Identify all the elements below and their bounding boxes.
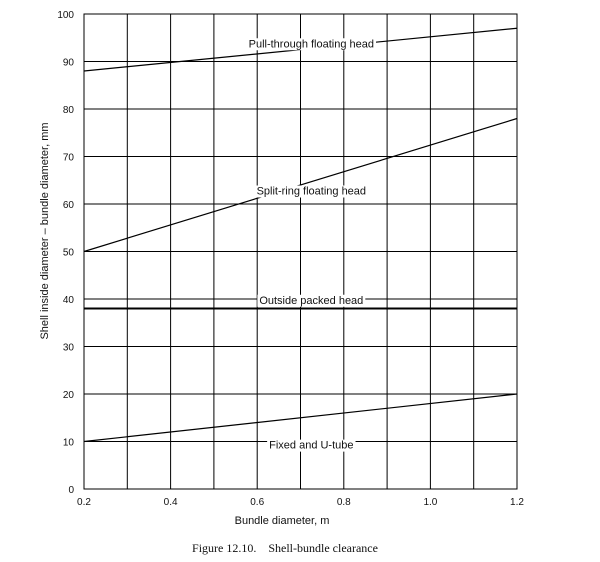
y-axis-title: Shell inside diameter – bundle diameter, mm (39, 122, 51, 340)
y-tick-label: 80 (62, 105, 74, 116)
x-axis-title: Bundle diameter, m (234, 515, 330, 527)
y-tick-label: 60 (62, 200, 74, 211)
x-tick-label: 0.4 (163, 497, 178, 508)
y-tick-label: 40 (62, 295, 74, 306)
y-tick-labels (57, 10, 74, 496)
series-label-pull-through-floating-head: Pull-through floating head (248, 38, 375, 51)
series-label-split-ring-floating-head: Split-ring floating head (256, 185, 367, 198)
y-tick-label: 30 (62, 342, 74, 354)
y-tick-label: 90 (62, 57, 74, 69)
x-tick-label: 0.2 (77, 497, 91, 508)
x-tick-labels (77, 497, 524, 508)
y-tick-label: 10 (62, 437, 74, 449)
y-tick-label: 50 (62, 247, 74, 259)
series-label-outside-packed-head: Outside packed head (259, 294, 364, 307)
y-tick-label: 20 (62, 390, 74, 401)
y-tick-label: 0 (68, 485, 74, 496)
x-tick-label: 0.8 (336, 497, 351, 508)
series-label-fixed-and-u-tube: Fixed and U-tube (269, 439, 354, 452)
series-labels (247, 38, 376, 451)
figure-caption: Figure 12.10. Shell-bundle clearance (192, 541, 378, 555)
y-tick-label: 70 (62, 152, 74, 164)
x-tick-label: 1.2 (510, 497, 524, 508)
y-tick-label: 100 (57, 10, 74, 21)
x-tick-label: 1.0 (423, 497, 438, 508)
x-tick-label: 0.6 (250, 497, 265, 508)
